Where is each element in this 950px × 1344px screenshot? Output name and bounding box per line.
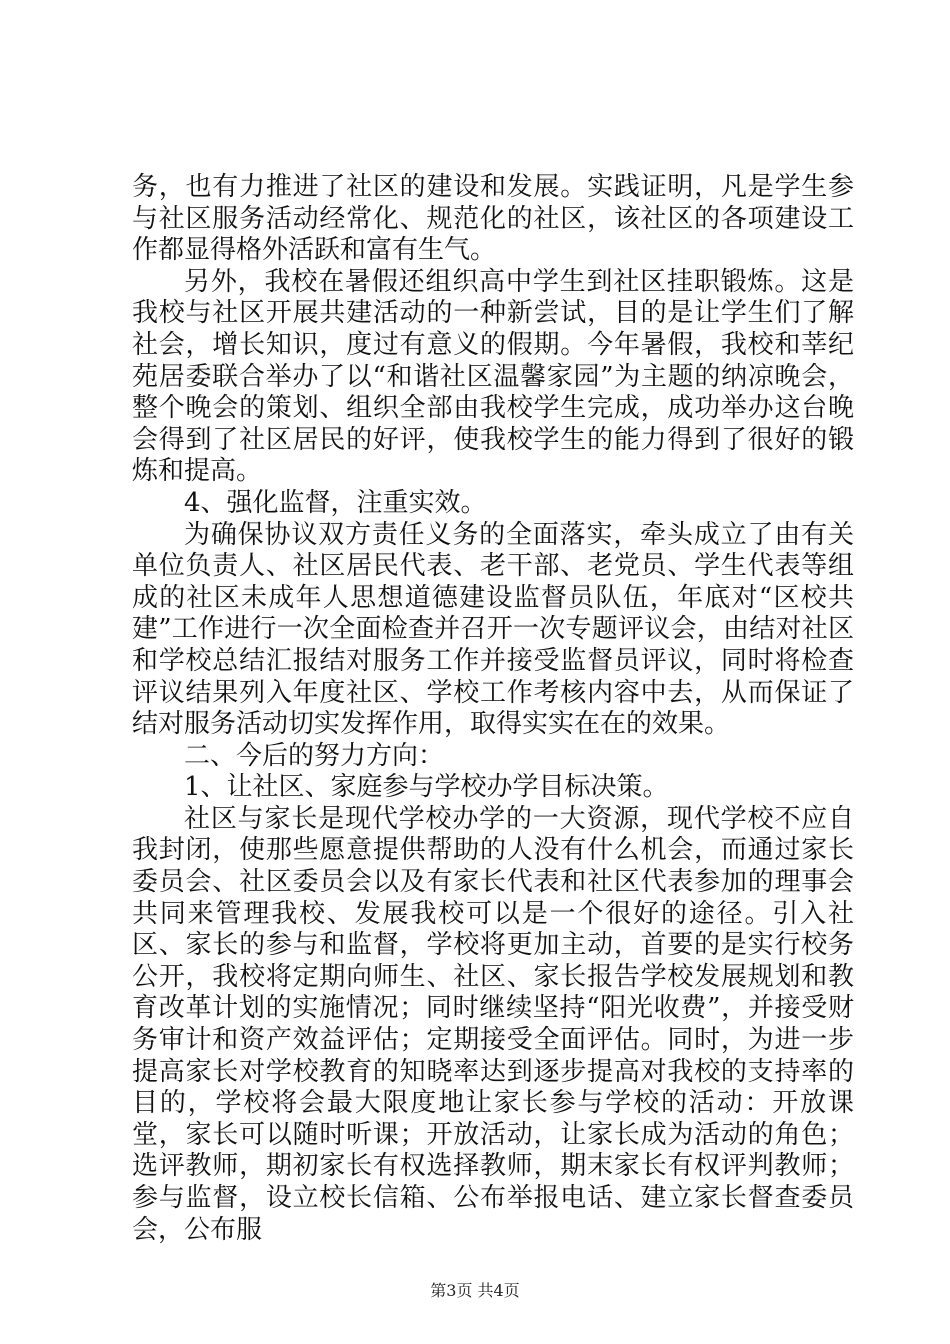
- page-footer: 第3页 共4页: [430, 1281, 520, 1300]
- paragraph-5-heading: 二、今后的努力方向：: [184, 740, 445, 771]
- paragraph-3-heading: 4、强化监督，注重实效。: [184, 487, 487, 518]
- paragraph-6-heading: 1、让社区、家庭参与学校办学目标决策。: [184, 772, 669, 803]
- paragraph-1: 务，也有力推进了社区的建设和发展。实践证明，凡是学生参与社区服务活动经常化、规范化的社区，该社区的各项建设工作都显得格外活跃和富有生气。: [132, 172, 854, 266]
- paragraph-2: 另外，我校在暑假还组织高中学生到社区挂职锻炼。这是我校与社区开展共建活动的一种新尝试，目的是让学生们了解社会，增长知识，度过有意义的假期。今年暑假，我校和莘纪苑居委联合举办了以“和谐社区温馨家园”为主题的纳凉晚会，整个晚会的策划、组织全部由我校学生完成，成功举办这台晚会得到了社区居民的好评，使我校学生的能力得到了很好的锻炼和提高。: [132, 266, 854, 487]
- paragraph-4: 为确保协议双方责任义务的全面落实，牵头成立了由有关单位负责人、社区居民代表、老干部、老党员、学生代表等组成的社区未成年人思想道德建设监督员队伍，年底对“区校共建”工作进行一次全面检查并召开一次专题评议会，由结对社区和学校总结汇报结对服务工作并接受监督员评议，同时将检查评议结果列入年度社区、学校工作考核内容中去，从而保证了结对服务活动切实发挥作用，取得实实在在的效果。: [132, 519, 854, 740]
- document-body: [132, 172, 854, 1246]
- paragraph-7: 社区与家长是现代学校办学的一大资源，现代学校不应自我封闭，使那些愿意提供帮助的人没有什么机会，而通过家长委员会、社区委员会以及有家长代表和社区代表参加的理事会共同来管理我校、发展我校可以是一个很好的途径。引入社区、家长的参与和监督，学校将更加主动，首要的是实行校务公开，我校将定期向师生、社区、家长报告学校发展规划和教育改革计划的实施情况；同时继续坚持“阳光收费”，并接受财务审计和资产效益评估；定期接受全面评估。同时，为进一步提高家长对学校教育的知晓率达到逐步提高对我校的支持率的目的，学校将会最大限度地让家长参与学校的活动：开放课堂，家长可以随时听课；开放活动，让家长成为活动的角色；选评教师，期初家长有权选择教师，期末家长有权评判教师；参与监督，设立校长信箱、公布举报电话、建立家长督查委员会，公布服: [132, 803, 854, 1245]
